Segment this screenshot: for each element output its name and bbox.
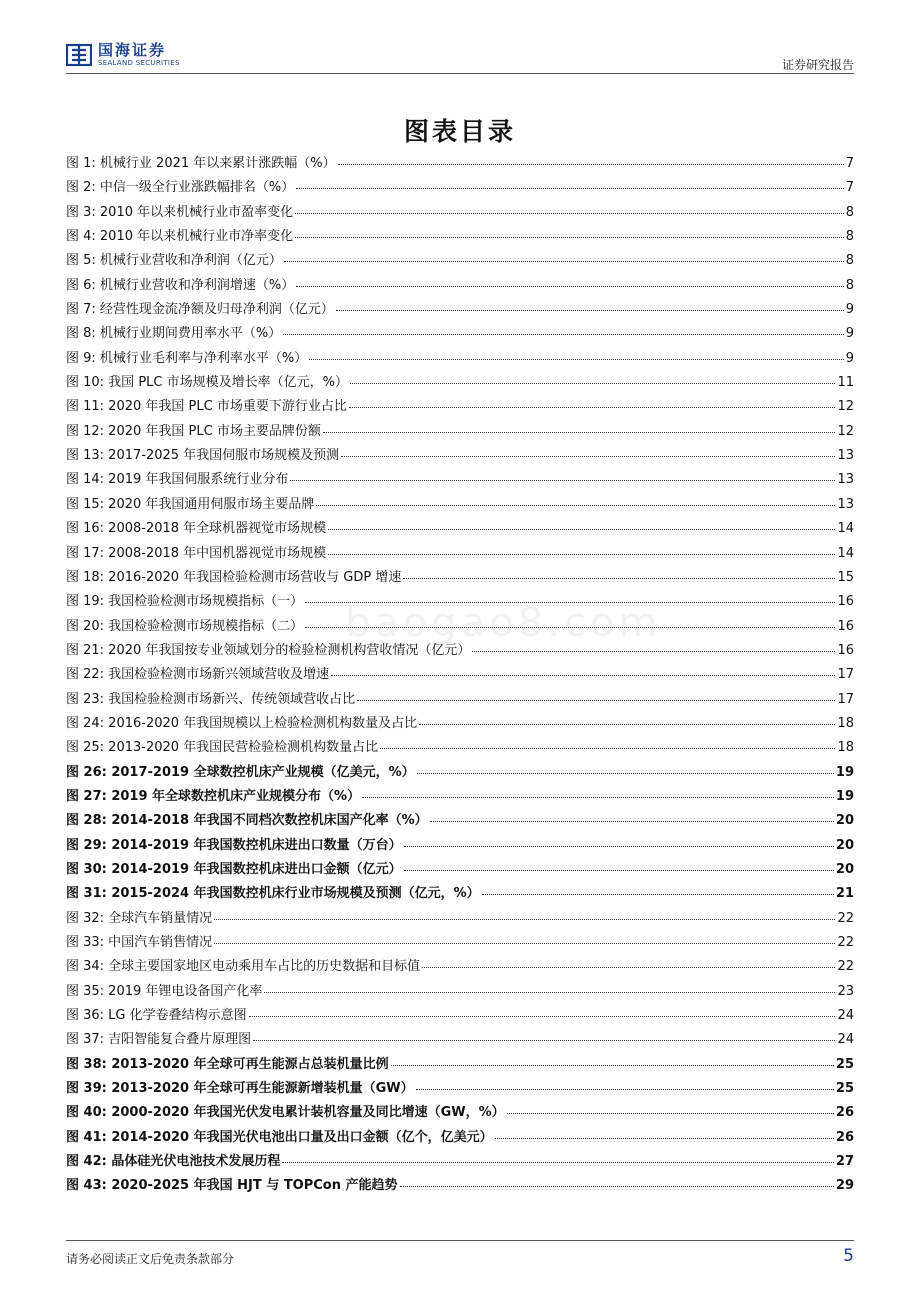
toc-entry-page: 12 <box>837 399 854 415</box>
company-logo <box>66 42 180 68</box>
toc-entry[interactable] <box>66 736 854 760</box>
header-divider <box>66 73 854 74</box>
toc-entry-label: 图 13: 2017-2025 年我国伺服市场规模及预测 <box>66 448 340 464</box>
toc-leader-dots <box>264 992 835 993</box>
toc-leader-dots <box>391 1065 834 1066</box>
toc-entry-label: 图 42: 晶体硅光伏电池技术发展历程 <box>66 1154 281 1170</box>
watermark: baogao8.com <box>345 600 662 646</box>
toc-entry-label: 图 34: 全球主要国家地区电动乘用车占比的历史数据和目标值 <box>66 959 421 975</box>
toc-leader-dots <box>249 1016 836 1017</box>
toc-leader-dots <box>380 748 835 749</box>
toc-entry[interactable] <box>66 809 854 833</box>
toc-entry-page: 19 <box>835 764 854 780</box>
toc-leader-dots <box>403 578 835 579</box>
toc-entry-page: 14 <box>837 521 854 537</box>
toc-entry[interactable] <box>66 955 854 979</box>
toc-entry[interactable] <box>66 176 854 200</box>
toc-entry[interactable] <box>66 1150 854 1174</box>
toc-entry-label: 图 29: 2014-2019 年我国数控机床进出口数量（万台） <box>66 837 402 853</box>
toc-entry-label: 图 40: 2000-2020 年我国光伏发电累计装机容量及同比增速（GW，%） <box>66 1105 505 1121</box>
toc-entry[interactable] <box>66 663 854 687</box>
toc-entry-label: 图 32: 全球汽车销量情况 <box>66 910 213 926</box>
toc-leader-dots <box>336 310 844 311</box>
toc-entry[interactable] <box>66 590 854 614</box>
toc-leader-dots <box>316 505 835 506</box>
toc-leader-dots <box>507 1113 834 1114</box>
toc-entry[interactable] <box>66 1126 854 1150</box>
toc-entry-label: 图 38: 2013-2020 年全球可再生能源占总装机量比例 <box>66 1056 389 1072</box>
toc-entry-page: 26 <box>835 1129 854 1145</box>
toc-entry-label: 图 19: 我国检验检测市场规模指标（一） <box>66 594 304 610</box>
toc-entry-page: 16 <box>837 642 854 658</box>
toc-entry-page: 22 <box>837 959 854 975</box>
toc-entry[interactable] <box>66 566 854 590</box>
toc-entry-label: 图 39: 2013-2020 年全球可再生能源新增装机量（GW） <box>66 1081 414 1097</box>
toc-entry-page: 25 <box>835 1056 854 1072</box>
toc-entry[interactable] <box>66 152 854 176</box>
toc-entry[interactable] <box>66 542 854 566</box>
toc-leader-dots <box>422 967 835 968</box>
toc-entry[interactable] <box>66 493 854 517</box>
toc-entry-label: 图 1: 机械行业 2021 年以来累计涨跌幅（%） <box>66 156 336 171</box>
toc-entry[interactable] <box>66 395 854 419</box>
toc-entry[interactable] <box>66 298 854 322</box>
toc-entry[interactable] <box>66 1174 854 1198</box>
toc-entry[interactable] <box>66 274 854 298</box>
toc-entry-label: 图 4: 2010 年以来机械行业市净率变化 <box>66 229 294 245</box>
toc-leader-dots <box>341 456 835 457</box>
toc-entry-page: 24 <box>837 1008 854 1024</box>
toc-entry[interactable] <box>66 834 854 858</box>
toc-entry-label: 图 5: 机械行业营收和净利润（亿元） <box>66 253 282 269</box>
toc-entry-page: 13 <box>837 448 854 464</box>
toc-leader-dots <box>296 188 843 189</box>
toc-entry[interactable] <box>66 1053 854 1077</box>
toc-entry-label: 图 28: 2014-2018 年我国不同档次数控机床国产化率（%） <box>66 813 428 829</box>
toc-entry[interactable] <box>66 907 854 931</box>
toc-entry-label: 图 3: 2010 年以来机械行业市盈率变化 <box>66 204 294 220</box>
sealand-logo-icon <box>66 42 92 68</box>
toc-entry[interactable] <box>66 858 854 882</box>
toc-entry[interactable] <box>66 444 854 468</box>
toc-leader-dots <box>404 870 834 871</box>
toc-leader-dots <box>328 554 835 555</box>
toc-entry-page: 24 <box>837 1032 854 1048</box>
toc-entry-page: 9 <box>845 326 854 342</box>
toc-entry-label: 图 2: 中信一级全行业涨跌幅排名（%） <box>66 180 295 196</box>
toc-entry[interactable] <box>66 931 854 955</box>
toc-leader-dots <box>357 700 835 701</box>
toc-entry[interactable] <box>66 249 854 273</box>
toc-entry-label: 图 17: 2008-2018 年中国机器视觉市场规模 <box>66 545 327 561</box>
toc-entry[interactable] <box>66 201 854 225</box>
toc-leader-dots <box>430 821 834 822</box>
toc-entry-page: 13 <box>837 496 854 512</box>
toc-leader-dots <box>290 480 835 481</box>
toc-entry-page: 9 <box>845 302 854 318</box>
toc-entry[interactable] <box>66 785 854 809</box>
toc-entry-label: 图 10: 我国 PLC 市场规模及增长率（亿元，%） <box>66 375 348 391</box>
toc-entry-label: 图 7: 经营性现金流净额及归母净利润（亿元） <box>66 302 334 318</box>
logo-chinese-name: 国海证券 <box>98 41 167 59</box>
toc-entry-label: 图 37: 吉阳智能复合叠片原理图 <box>66 1032 252 1048</box>
toc-entry-label: 图 14: 2019 年我国伺服系统行业分布 <box>66 472 289 488</box>
toc-leader-dots <box>419 724 835 725</box>
toc-entry-label: 图 33: 中国汽车销售情况 <box>66 935 213 950</box>
toc-leader-dots <box>331 675 835 676</box>
toc-entry-label: 图 9: 机械行业毛利率与净利率水平（%） <box>66 350 308 366</box>
toc-entry-page: 9 <box>845 350 854 366</box>
toc-leader-dots <box>283 334 843 335</box>
toc-leader-dots <box>400 1186 834 1187</box>
toc-entry[interactable] <box>66 225 854 249</box>
toc-entry[interactable] <box>66 882 854 906</box>
document-type: 证券研究报告 <box>781 58 854 72</box>
toc-entry-page: 16 <box>837 594 854 610</box>
toc-entry-page: 14 <box>837 545 854 561</box>
toc-leader-dots <box>323 432 836 433</box>
toc-entry-page: 8 <box>845 204 854 220</box>
toc-entry-page: 17 <box>837 691 854 707</box>
toc-entry-page: 18 <box>837 715 854 731</box>
toc-entry[interactable] <box>66 517 854 541</box>
footer-divider <box>66 1240 854 1241</box>
toc-entry-label: 图 6: 机械行业营收和净利润增速（%） <box>66 277 295 293</box>
toc-entry[interactable] <box>66 322 854 346</box>
toc-entry-page: 7 <box>845 180 854 196</box>
toc-entry-page: 20 <box>835 837 854 853</box>
toc-entry-page: 12 <box>837 423 854 439</box>
toc-leader-dots <box>495 1138 834 1139</box>
toc-leader-dots <box>350 383 835 384</box>
toc-entry-page: 19 <box>835 788 854 804</box>
toc-leader-dots <box>284 261 844 262</box>
toc-entry-label: 图 21: 2020 年我国按专业领域划分的检验检测机构营收情况（亿元） <box>66 642 471 658</box>
toc-leader-dots <box>214 943 835 944</box>
toc-entry-label: 图 43: 2020-2025 年我国 HJT 与 TOPCon 产能趋势 <box>66 1178 398 1194</box>
toc-entry[interactable] <box>66 1028 854 1052</box>
toc-leader-dots <box>416 1089 834 1090</box>
toc-leader-dots <box>305 602 835 603</box>
toc-entry-label: 图 8: 机械行业期间费用率水平（%） <box>66 326 282 342</box>
toc-entry-label: 图 24: 2016-2020 年我国规模以上检验检测机构数量及占比 <box>66 715 418 731</box>
toc-entry[interactable] <box>66 1101 854 1125</box>
toc-entry-label: 图 12: 2020 年我国 PLC 市场主要品牌份额 <box>66 423 321 439</box>
toc-leader-dots <box>482 894 834 895</box>
toc-entry-label: 图 41: 2014-2020 年我国光伏电池出口量及出口金额（亿个，亿美元） <box>66 1129 493 1145</box>
page-title: 图表目录 <box>403 117 516 146</box>
page-number: 5 <box>843 1246 854 1266</box>
toc-entry[interactable] <box>66 1077 854 1101</box>
toc-entry-page: 8 <box>845 277 854 293</box>
toc-entry-label: 图 23: 我国检验检测市场新兴、传统领域营收占比 <box>66 691 356 707</box>
toc-entry-page: 21 <box>835 886 854 902</box>
toc-leader-dots <box>253 1040 835 1041</box>
toc-entry[interactable] <box>66 639 854 663</box>
toc-entry[interactable] <box>66 980 854 1004</box>
toc-entry-page: 22 <box>837 935 854 950</box>
toc-entry[interactable] <box>66 420 854 444</box>
toc-entry[interactable] <box>66 688 854 712</box>
toc-leader-dots <box>296 286 843 287</box>
toc-entry-page: 18 <box>837 740 854 756</box>
toc-entry-label: 图 15: 2020 年我国通用伺服市场主要品牌 <box>66 496 315 512</box>
toc-entry-page: 15 <box>837 569 854 585</box>
toc-entry-label: 图 31: 2015-2024 年我国数控机床行业市场规模及预测（亿元，%） <box>66 886 480 902</box>
toc-entry-page: 26 <box>835 1105 854 1121</box>
toc-leader-dots <box>349 407 836 408</box>
toc-entry-page: 11 <box>837 375 854 391</box>
table-of-figures <box>66 152 854 1199</box>
toc-entry[interactable] <box>66 468 854 492</box>
toc-leader-dots <box>472 651 835 652</box>
toc-leader-dots <box>338 164 844 165</box>
toc-entry[interactable] <box>66 371 854 395</box>
toc-entry-label: 图 35: 2019 年锂电设备国产化率 <box>66 983 263 999</box>
toc-entry-label: 图 18: 2016-2020 年我国检验检测市场营收与 GDP 增速 <box>66 569 402 585</box>
toc-entry[interactable] <box>66 1004 854 1028</box>
footer-disclaimer: 请务必阅读正文后免责条款部分 <box>66 1252 235 1266</box>
toc-leader-dots <box>328 529 835 530</box>
toc-entry-page: 13 <box>837 472 854 488</box>
toc-leader-dots <box>362 797 834 798</box>
toc-leader-dots <box>295 237 844 238</box>
toc-leader-dots <box>282 1162 834 1163</box>
toc-entry-page: 7 <box>845 156 854 171</box>
toc-entry-label: 图 22: 我国检验检测市场新兴领域营收及增速 <box>66 667 330 683</box>
toc-entry-page: 17 <box>837 667 854 683</box>
toc-entry-label: 图 16: 2008-2018 年全球机器视觉市场规模 <box>66 521 327 537</box>
toc-entry-page: 22 <box>837 910 854 926</box>
toc-entry-label: 图 20: 我国检验检测市场规模指标（二） <box>66 618 304 634</box>
toc-entry-label: 图 30: 2014-2019 年我国数控机床进出口金额（亿元） <box>66 861 402 877</box>
toc-leader-dots <box>295 213 844 214</box>
toc-entry-label: 图 25: 2013-2020 年我国民营检验检测机构数量占比 <box>66 740 379 756</box>
toc-entry-page: 23 <box>837 983 854 999</box>
toc-entry-page: 8 <box>845 229 854 245</box>
toc-entry-page: 20 <box>835 861 854 877</box>
toc-entry-page: 27 <box>835 1154 854 1170</box>
toc-entry[interactable] <box>66 615 854 639</box>
toc-entry-page: 20 <box>835 813 854 829</box>
toc-entry-page: 16 <box>837 618 854 634</box>
toc-entry-label: 图 27: 2019 年全球数控机床产业规模分布（%） <box>66 788 361 804</box>
toc-entry-page: 25 <box>835 1081 854 1097</box>
toc-entry-label: 图 26: 2017-2019 全球数控机床产业规模（亿美元，%） <box>66 764 415 780</box>
toc-leader-dots <box>214 919 835 920</box>
toc-entry[interactable] <box>66 761 854 785</box>
toc-leader-dots <box>309 359 843 360</box>
toc-entry-page: 29 <box>835 1178 854 1194</box>
toc-entry[interactable] <box>66 712 854 736</box>
toc-leader-dots <box>404 846 834 847</box>
toc-leader-dots <box>305 627 835 628</box>
toc-entry[interactable] <box>66 347 854 371</box>
toc-leader-dots <box>417 773 834 774</box>
toc-entry-page: 8 <box>845 253 854 269</box>
toc-entry-label: 图 36: LG 化学卷叠结构示意图 <box>66 1008 247 1024</box>
toc-entry-label: 图 11: 2020 年我国 PLC 市场重要下游行业占比 <box>66 399 347 415</box>
logo-english-name: SEALAND SECURITIES <box>98 59 180 67</box>
